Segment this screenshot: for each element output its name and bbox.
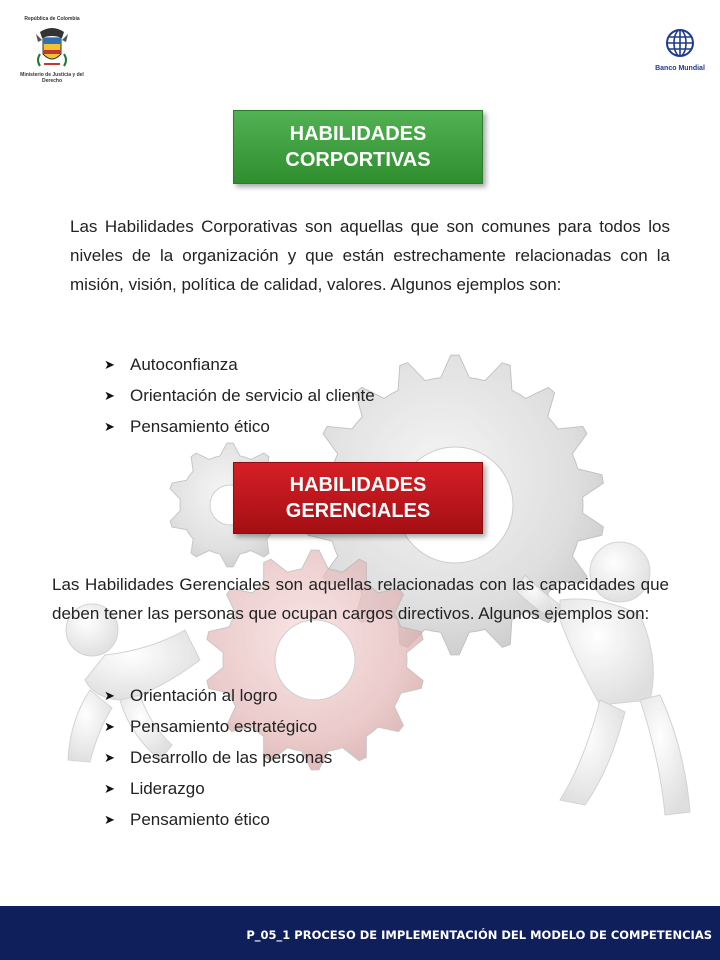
managerial-skills-heading	[233, 462, 483, 534]
arrowhead-bullet-icon: ➤	[104, 781, 115, 796]
list-item: ➤ Liderazgo	[104, 773, 332, 804]
arrowhead-bullet-icon: ➤	[104, 688, 115, 703]
coat-of-arms-icon	[32, 24, 72, 70]
arrowhead-bullet-icon: ➤	[104, 388, 115, 403]
arrowhead-bullet-icon: ➤	[104, 750, 115, 765]
footer-title: P_05_1 PROCESO DE IMPLEMENTACIÓN DEL MODELO DE COMPETENCIAS	[246, 928, 712, 942]
list-item: ➤ Autoconfianza	[104, 349, 375, 380]
list-item: ➤ Pensamiento estratégico	[104, 711, 332, 742]
arrowhead-bullet-icon: ➤	[104, 419, 115, 434]
list-item: ➤ Desarrollo de las personas	[104, 742, 332, 773]
world-bank-logo	[646, 28, 714, 86]
colombia-ministry-logo	[12, 16, 92, 88]
logo-top-text: República de Colombia	[24, 16, 80, 22]
heading-line-2: GERENCIALES	[285, 500, 431, 522]
footer-bar	[0, 906, 720, 960]
managerial-skills-paragraph: Las Habilidades Gerenciales son aquellas relacionadas con las capacidades que deben tener las personas que ocupan cargos directivos. Algunos ejemplos son:	[52, 575, 669, 623]
arrowhead-bullet-icon: ➤	[104, 719, 115, 734]
arrowhead-bullet-icon: ➤	[104, 357, 115, 372]
corporate-skills-heading	[233, 110, 483, 184]
list-item: ➤ Pensamiento ético	[104, 411, 375, 442]
heading-line-1: HABILIDADES	[289, 474, 427, 496]
logo-bottom-text: Ministerio de Justicia y del Derecho	[20, 72, 84, 84]
corporate-skills-list	[104, 349, 375, 442]
corporate-skills-paragraph: Las Habilidades Corporativas son aquellas que son comunes para todos los niveles de la organización y que están estrechamente relacionadas con la misión, visión, política de calidad, valores. Algunos ejemplos son:	[70, 217, 670, 294]
globe-icon	[665, 28, 695, 58]
managerial-skills-list	[104, 680, 332, 835]
heading-line-2: CORPORTIVAS	[285, 149, 431, 171]
list-item: ➤ Orientación de servicio al cliente	[104, 380, 375, 411]
list-item: ➤ Pensamiento ético	[104, 804, 332, 835]
heading-line-1: HABILIDADES	[289, 123, 427, 145]
arrowhead-bullet-icon: ➤	[104, 812, 115, 827]
world-bank-label: Banco Mundial	[655, 65, 705, 72]
list-item: ➤ Orientación al logro	[104, 680, 332, 711]
